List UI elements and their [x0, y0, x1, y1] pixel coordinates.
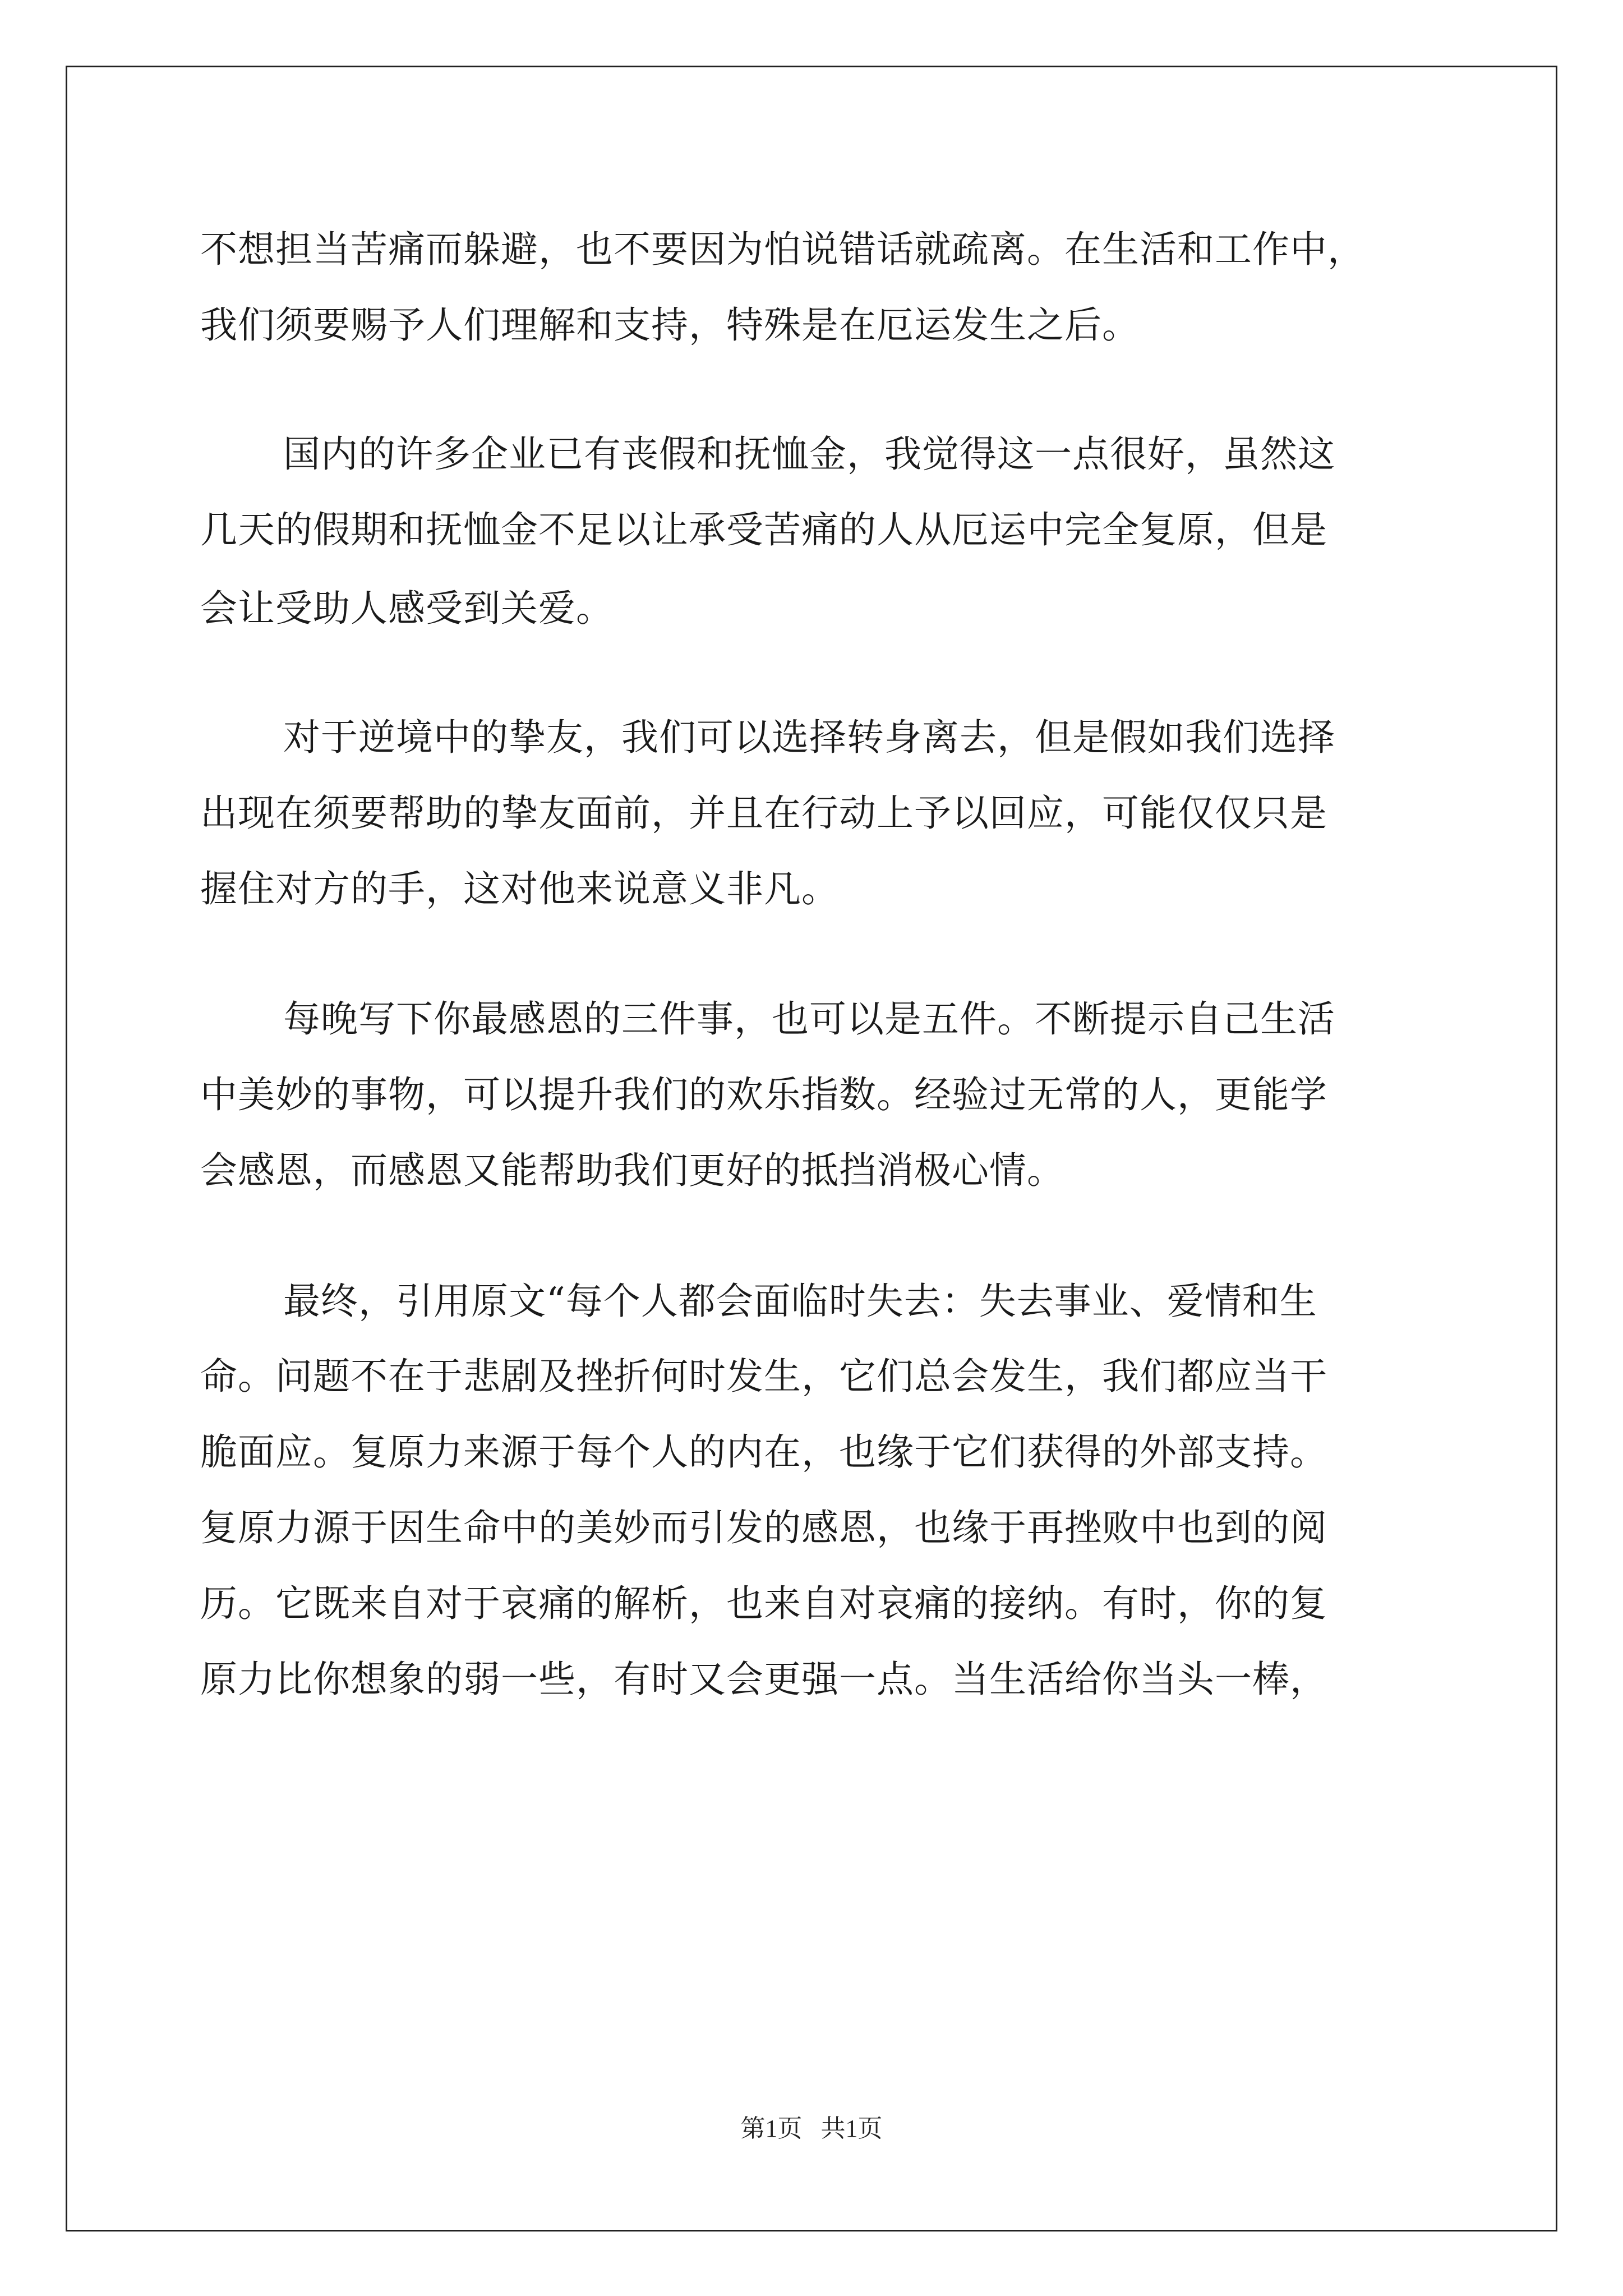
- text-line: 中美妙的事物，可以提升我们的欢乐指数。经验过无常的人，更能学: [200, 1073, 1327, 1116]
- text-line: 命。问题不在于悲剧及挫折何时发生，它们总会发生，我们都应当干: [200, 1355, 1327, 1398]
- text-line: 出现在须要帮助的挚友面前，并且在行动上予以回应，可能仅仅只是: [200, 792, 1327, 835]
- text-line: 原力比你想象的弱一些，有时又会更强一点。当生活给你当头一棒，: [200, 1658, 1327, 1701]
- text-line: 我们须要赐予人们理解和支持，特殊是在厄运发生之后。: [200, 303, 1140, 347]
- text-line: 最终，引用原文“每个人都会面临时失去：失去事业、爱情和生: [283, 1280, 1317, 1323]
- text-line: 不想担当苦痛而躲避，也不要因为怕说错话就疏离。在生活和工作中，: [200, 228, 1365, 271]
- text-line: 历。它既来自对于哀痛的解析，也来自对哀痛的接纳。有时，你的复: [200, 1582, 1327, 1625]
- page-footer: [0, 2115, 1623, 2143]
- text-line: 对于逆境中的挚友，我们可以选择转身离去，但是假如我们选择: [283, 716, 1335, 759]
- text-line: 会感恩，而感恩又能帮助我们更好的抵挡消极心情。: [200, 1149, 1064, 1192]
- document-body: [200, 0, 1434, 2076]
- text-line: 复原力源于因生命中的美妙而引发的感恩，也缘于再挫败中也到的阅: [200, 1506, 1327, 1549]
- text-line: 脆面应。复原力来源于每个人的内在，也缘于它们获得的外部支持。: [200, 1430, 1327, 1474]
- page-number: 第1页: [740, 2115, 803, 2142]
- text-line: 几天的假期和抚恤金不足以让承受苦痛的人从厄运中完全复原，但是: [200, 508, 1327, 551]
- text-line: 每晚写下你最感恩的三件事，也可以是五件。不断提示自己生活: [283, 997, 1335, 1041]
- text-line: 国内的许多企业已有丧假和抚恤金，我觉得这一点很好，虽然这: [283, 432, 1335, 476]
- page-total: 共1页: [820, 2115, 883, 2142]
- text-line: 握住对方的手，这对他来说意义非凡。: [200, 867, 839, 910]
- text-line: 会让受助人感受到关爱。: [200, 587, 614, 630]
